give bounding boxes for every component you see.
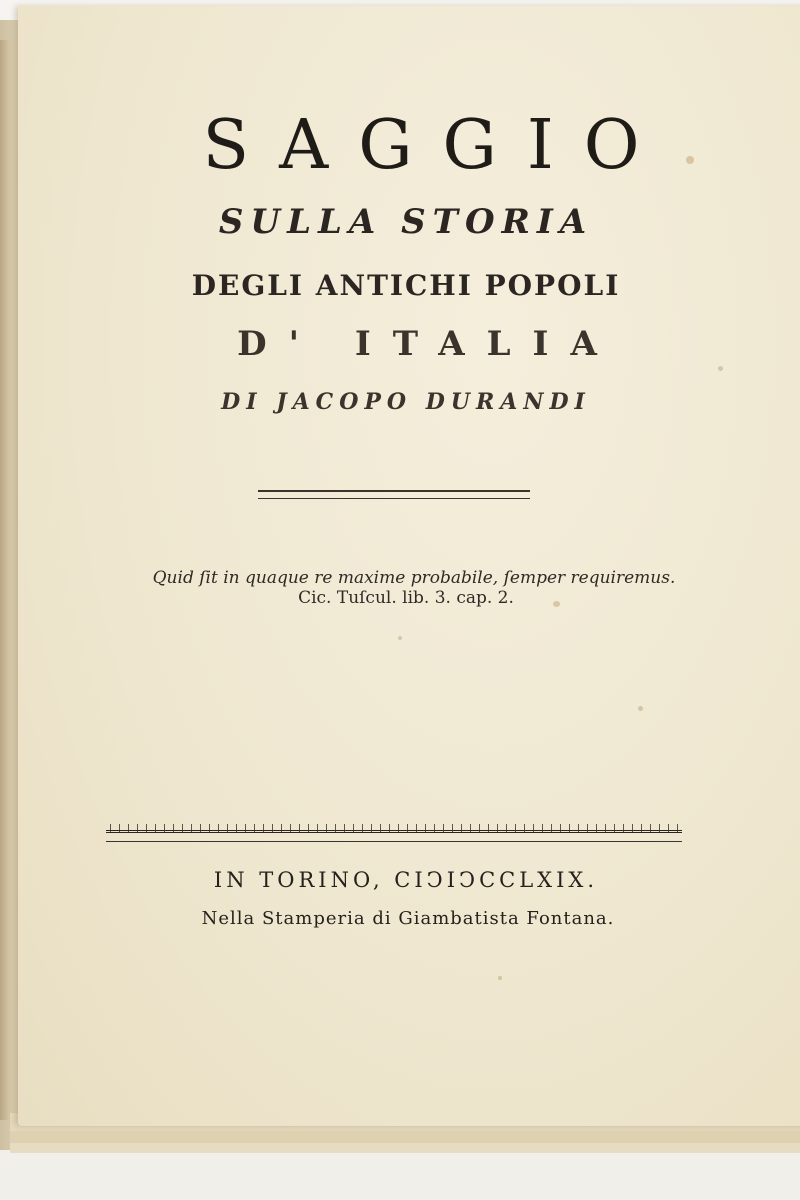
book-spine-edge [0,40,10,1120]
main-title: SAGGIO [202,106,670,185]
region-line: D' ITALIA [237,324,619,364]
ornamental-border-rule [106,830,682,842]
foxing-spot [498,976,502,980]
foxing-spot [398,636,402,640]
subtitle: SULLA STORIA [218,202,594,242]
ornamental-rule [258,490,530,499]
imprint-printer: Nella Stamperia di Giambatista Fontana. [201,908,615,929]
epigraph-motto: Quid ſit in quaque re maxime probabile, ſemper requiremus. [152,568,676,588]
author-line: DI JACOPO DURANDI [221,389,591,415]
imprint-place-date: IN TORINO, CIↃIↃCCLXIX. [213,868,599,892]
subject-line: DEGLI ANTICHI POPOLI [191,269,621,302]
foxing-spot [718,366,723,371]
title-page [18,6,800,1126]
foxing-spot [638,706,643,711]
epigraph-source: Cic. Tuſcul. lib. 3. cap. 2. [298,588,514,608]
